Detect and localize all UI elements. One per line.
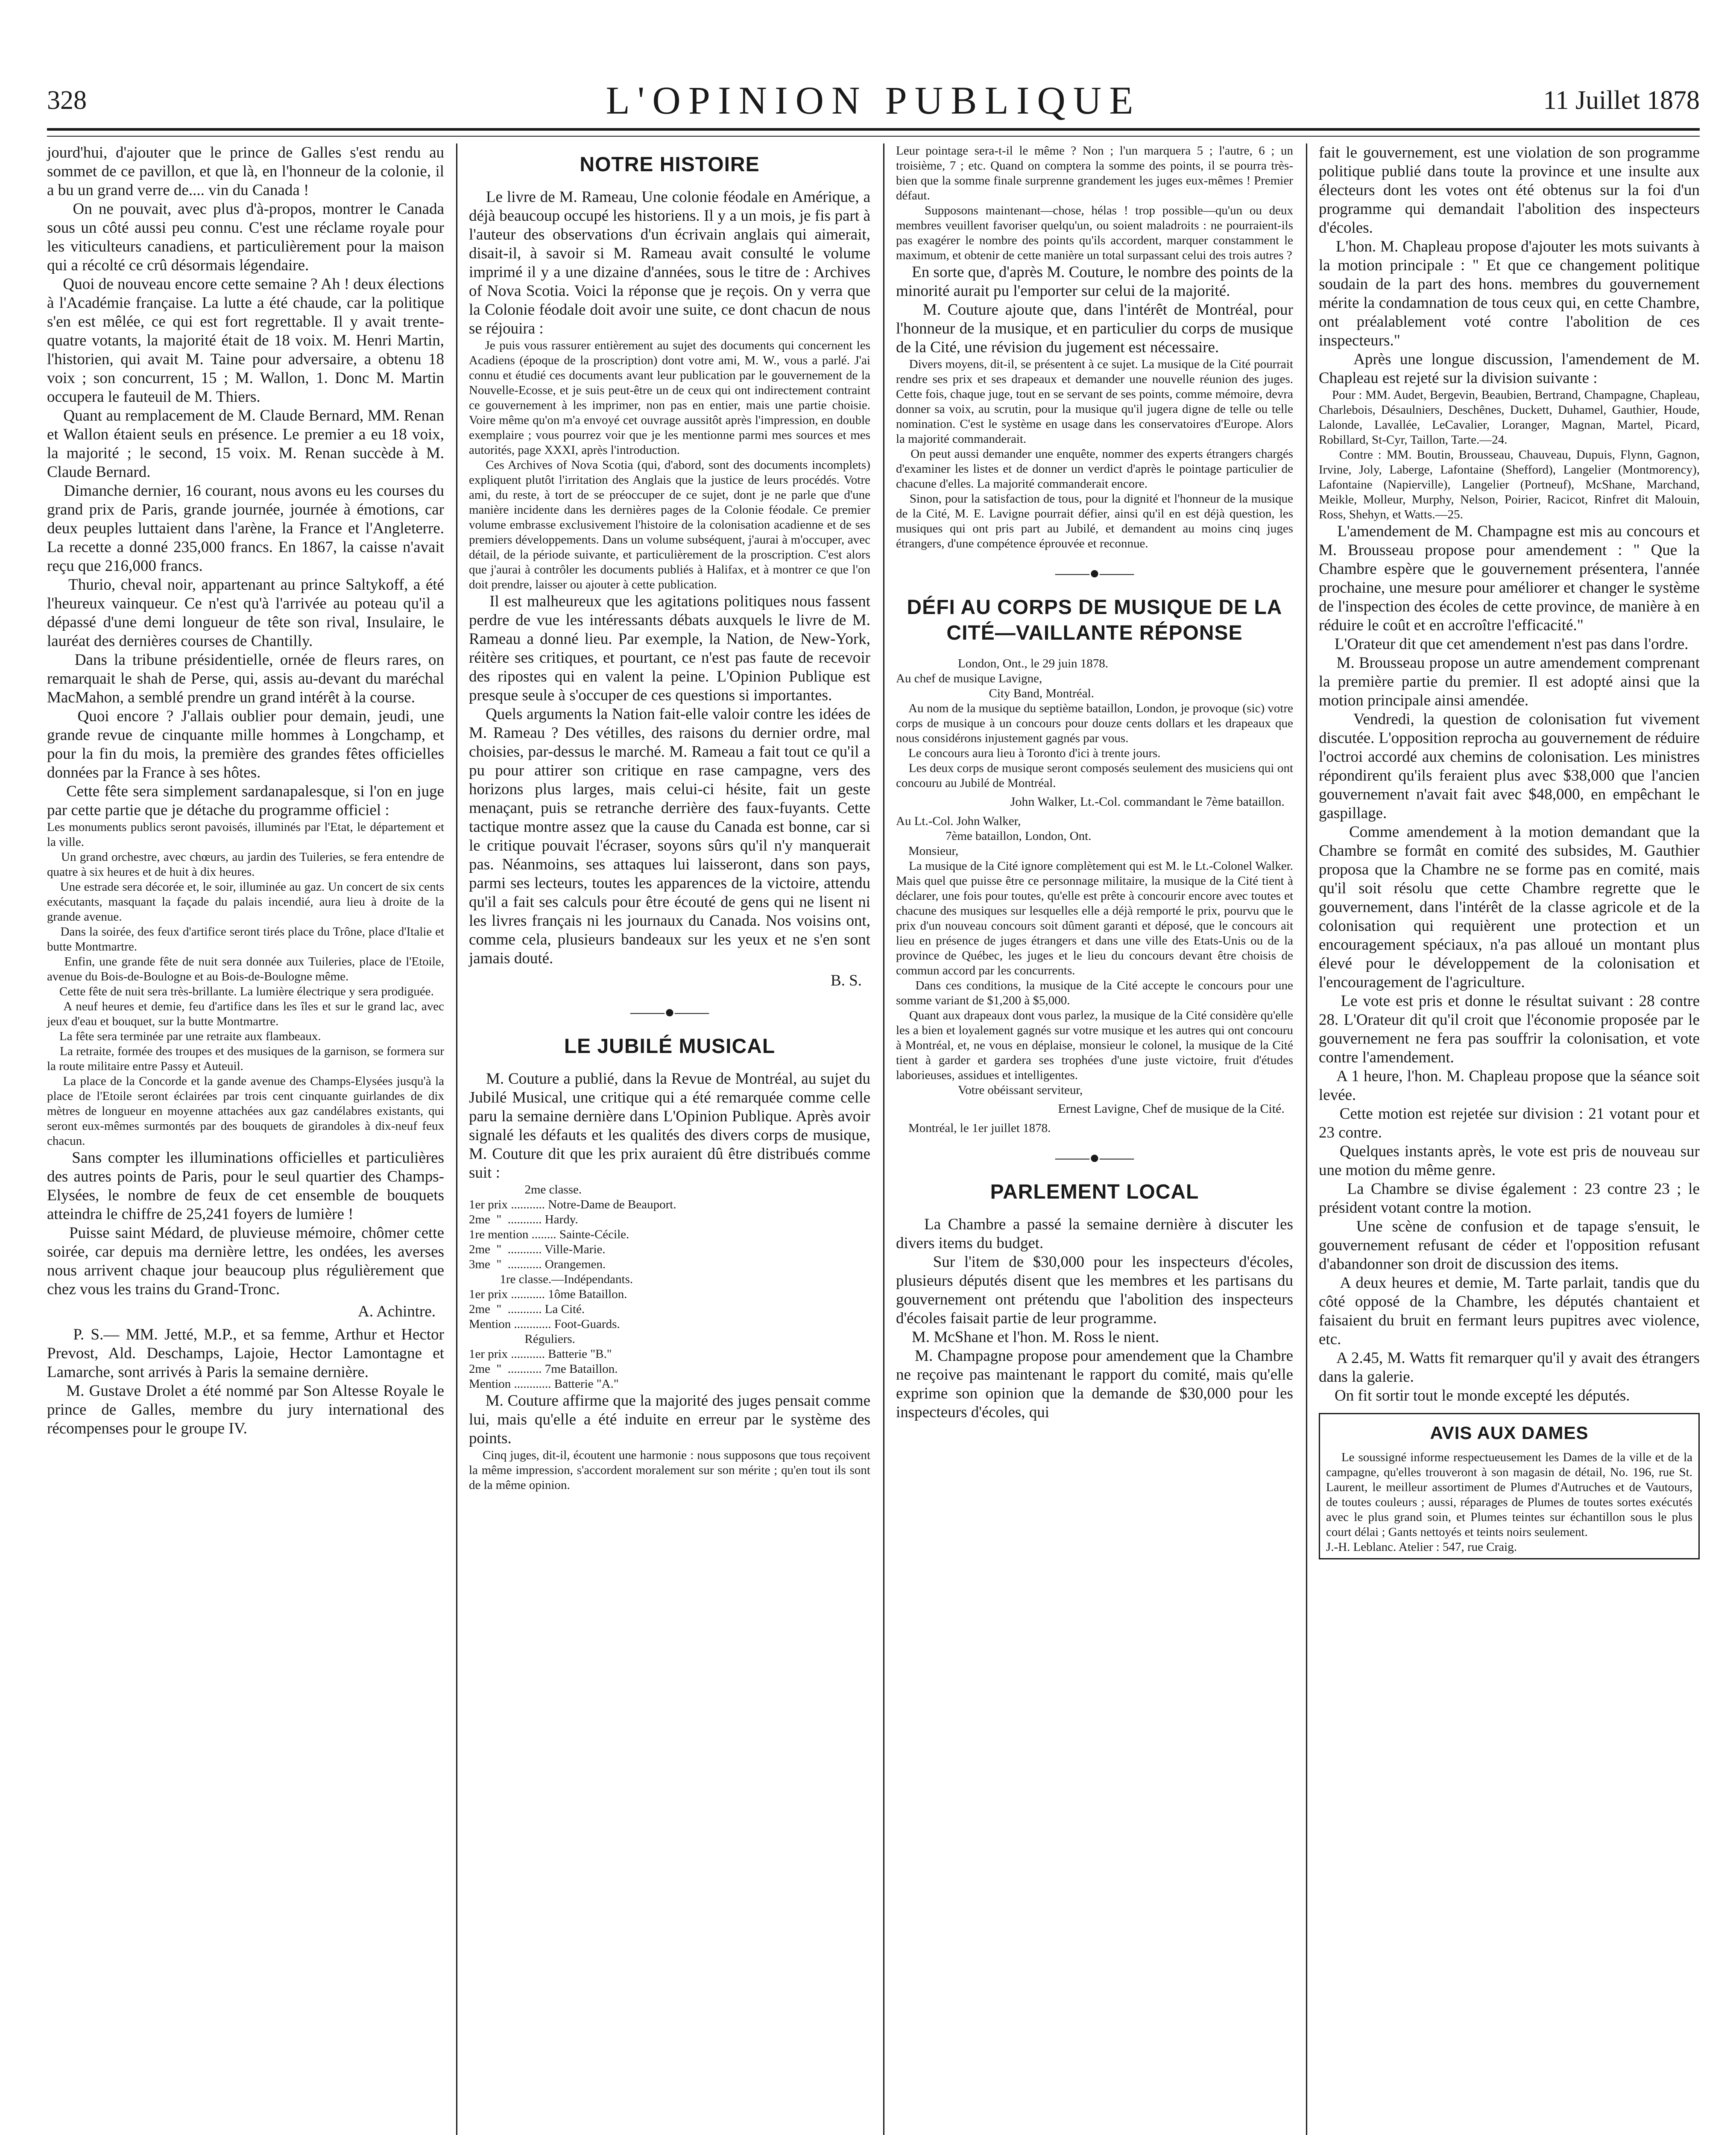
heading-parlement-local: PARLEMENT LOCAL [990,1181,1199,1203]
column-4 [1319,143,1700,2135]
defi-letter: London, Ont., le 29 juin 1878. Au chef de musique Lavigne, City Band, Montréal. Au nom de la musique du septième bataillon, London, je provoque (sic) votre corps de musique à un concours pour douze cents dollars et les drapeaux que nous considérons injustement gagnés par vous. Le concours aura lieu à Toronto d'ici à trente jours. Les deux corps de musique seront composés seulement des musiciens qui ont concouru au Jubilé de Montréal. [896,657,1294,790]
heading-jubile-musical: LE JUBILÉ MUSICAL [564,1035,776,1058]
notre-histoire-body: Il est malheureux que les agitations politiques nous fassent perdre de vue les intéressants débats auxquels le livre de M. Rameau a donné lieu. Par exemple, la Nation, de New-York, réitère ses critiques, et pourtant, ce n'est pas faute de recevoir des ripostes qui en valent la peine. L'Opinion Publique est presque seule à s'occuper de ces questions si importantes. Quels arguments la Nation fait-elle valoir contre les idées de M. Rameau ? Des vétilles, des raisons du dernier ordre, mal choisies, par-dessus le marché. M. Rameau a fait tout ce qu'il a pu pour attirer son critique en rase campagne, vers des horizons plus larges, mais celui-ci hésite, fait un geste menaçant, puis se retranche derrière des faux-fuyants. Cette tactique montre assez que la cause du Canada est bonne, car si le critique pouvait l'écraser, soyons sûrs qu'il n'y manquerait pas. Néanmoins, ses attaques lui laisseront, dans son pays, parmi ses lecteurs, toutes les apparences de la victoire, attendu qu'il a fait ses calculs pour être écouté de gens qui ne lisent ni les livres français ni les journaux du Canada. Nos voisins ont, comme cela, plusieurs bandeaux sur les yeux et ne s'en sont jamais douté. [469,593,871,967]
jubile-body: M. Couture affirme que la majorité des juges pensait comme lui, mais qu'elle a été induite en erreur par le système des points. [469,1392,875,1447]
notre-histoire-intro: Le livre de M. Rameau, Une colonie féodale en Amérique, a déjà beaucoup occupé les historiens. Il y a un mois, je fis part à l'auteur des observations d'un écrivain anglais qui aimerait, disait-il, à savoir si M. Rameau avait consulté le volume imprimé il y a une dizaine d'années, sous le titre de : Archives of Nova Scotia. Voici la réponse que je reçois. On y verra que la Colonie féodale doit avoir une suite, ce dont chacun de nous se réjouira : [469,188,875,337]
rameau-letter: Je puis vous rassurer entièrement au sujet des documents qui concernent les Acadiens (époque de la proscription) dont votre ami, M. W., vous a parlé. J'ai connu et étudié ces documents avant leur publication par le gouvernement de la Nouvelle-Ecosse, et je suis peut-être un de ceux qui ont indirectement contraint ce gouvernement à les imprimer, non pas en entier, mais une partie choisie. Voire même qu'on m'a envoyé cet ouvrage aussitôt après l'impression, en double exemplaire ; vous pourrez voir que je les mentionne parmi mes sources et mes autorités, page XXXI, après l'introduction. Ces Archives of Nova Scotia (qui, d'abord, sont des documents incomplets) expliquent plutôt l'irritation des Anglais que la justice de leurs procédés. Votre ami, du reste, à tort de se préoccuper de ce sujet, dont je ne parle que d'une manière incidente dans les dernières pages de la Colonie féodale. Ce premier volume embrasse exclusivement l'histoire de la colonisation acadienne et de ses premiers développements. Dans un volume subséquent, j'aurai à m'occuper, avec détail, de la période suivante, et particulièrement de la proscription. C'est alors que j'aurai à contrôler les documents publiés à Halifax, et à montrer ce que l'on doit prendre, laisser ou ajouter à cette publication. [469,339,871,591]
signature-achintre: A. Achintre. [358,1303,436,1320]
jubile-intro: M. Couture a publié, dans la Revue de Montréal, au sujet du Jubilé Musical, une critique qui a été remarquée comme celle paru la semaine dernière dans L'Opinion Publique. Après avoir signalé les défauts et les qualités des divers corps de musique, M. Couture dit que les prix auraient dû être distribués comme suit : [469,1070,875,1182]
advertisement [1319,1413,1700,1559]
jubile-quote-cont: Leur pointage sera-t-il le même ? Non ; l'un marquera 5 ; l'autre, 6 ; un troisième, 7 ; etc. Quand on comptera la somme des points, il se pourra très-bien que la somme finale surprenne grandement les juges eux-mêmes ! Premier défaut. Supposons maintenant—chose, hélas ! trop possible—qu'un ou deux membres veuillent favoriser quelqu'un, ou soient maladroits : ne pourraient-ils pas exagérer le nombre des points qu'ils accordent, marquer constamment le maximum, et obtenir de cette manière un total surpassant celui des trois autres ? [896,144,1294,262]
column-rule-1 [456,143,457,2135]
column-rule-3 [1306,143,1307,2135]
division-vote: Pour : MM. Audet, Bergevin, Beaubien, Bertrand, Champagne, Chapleau, Charlebois, Désaulniers, Deschênes, Duckett, Duhamel, Gauthier, Houde, Lalonde, Lavallée, LeCavalier, Loranger, Magnan, Martel, Picard, Robillard, St-Cyr, Taillon, Tarte.—24. Contre : MM. Boutin, Brousseau, Chauveau, Dupuis, Flynn, Gagnon, Irvine, Joly, Laberge, Lafontaine (Shefford), Langelier (Montmorency), Lafontaine (Napierville), Langelier (Portneuf), McShane, Marchand, Meikle, Molleur, Murphy, Nelson, Poirier, Racicot, Rinfret dit Malouin, Ross, Shehyn, et Watts.—25. [1319,388,1700,521]
ad-title: AVIS AUX DAMES [1430,1423,1589,1443]
masthead: L'OPINION PUBLIQUE [606,79,1141,122]
prize-table: 2me classe. 1er prix ........... Notre-Dame de Beauport. 2me " ........... Hardy. 1re mention ........ Sainte-Cécile. 2me " ........... Ville-Marie. 3me " ........... Orangemen. 1re classe.—Indépendants. 1er prix ........... 1ôme Bataillon. 2me " ........... La Cité. Mention ............ Foot-Guards. Réguliers. 1er prix ........... Batterie "B." 2me " ........... 7me Bataillon. Mention ............ Batterie "A." [469,1183,676,1391]
response-date: Montréal, le 1er juillet 1878. [896,1121,1051,1135]
column-rule-2 [883,143,884,2135]
fete-programme: Les monuments publics seront pavoisés, illuminés par l'Etat, le département et la ville. Un grand orchestre, avec chœurs, au jardin des Tuileries, se fera entendre de quatre à six heures et de huit à dix heures. Une estrade sera décorée et, le soir, illuminée au gaz. Un concert de six cents exécutants, masquant la façade du palais incendié, aura lieu à droite de la grande avenue. Dans la soirée, des feux d'artifice seront tirés place du Trône, place d'Italie et butte Montmartre. Enfin, une grande fête de nuit sera donnée aux Tuileries, place de l'Etoile, avenue du Bois-de-Boulogne et au Bois-de-Boulogne même. Cette fête de nuit sera très-brillante. La lumière électrique y sera prodiguée. A neuf heures et demie, feu d'artifice dans les îles et sur le grand lac, avec jeux d'eau et bouquet, sur la butte Montmartre. La fête sera terminée par une retraite aux flambeaux. La retraite, formée des troupes et des musiques de la garnison, se formera sur la route militaire entre Passy et Auteuil. La place de la Concorde et la gande avenue des Champs-Elysées jusqu'à la place de l'Etoile seront éclairées par trois cent cinquante guirlandes de dix mètres de longueur en moyenne attachées aux gaz candélabres existants, qui seront eux-mêmes surmontés par des bouquets de girandoles à dix-neuf feux chacun. [47,820,445,1148]
column-1-text: jourd'hui, d'ajouter que le prince de Galles s'est rendu au sommet de ce pavillon, et que là, en l'honneur de la colonie, il a bu un grand verre de.... vin du Canada ! On ne pouvait, avec plus d'à-propos, montrer le Canada sous un côté aussi peu connu. C'est une réclame royale pour les viticulteurs canadiens, et particulièrement pour la maison qui a récolté ce crû désormais légendaire. Quoi de nouveau encore cette semaine ? Ah ! deux élections à l'Académie française. La lutte a été chaude, car la politique s'en est mêlée, ce qui est fort regrettable. Il y avait trente-quatre votants, la majorité était de 18 voix. M. Henri Martin, l'historien, qui avait M. Taine pour adversaire, a obtenu 18 voix ; son concurrent, 15 ; M. Wallon, 1. Donc M. Martin occupera le fauteuil de M. Thiers. Quant au remplacement de M. Claude Bernard, MM. Renan et Wallon étaient seuls en présence. Le premier a eu 18 voix, la majorité ; le second, 15 voix. M. Renan succède à M. Claude Bernard. Dimanche dernier, 16 courant, nous avons eu les courses du grand prix de Paris, grande journée, journée à émotions, car deux peuples luttaient dans l'arène, la France et l'Angleterre. La recette a donné 235,000 francs. En 1867, la caisse n'avait reçu que 216,000 francs. Thurio, cheval noir, appartenant au prince Saltykoff, a été l'heureux vainqueur. Ce n'est qu'à l'arrivée au poteau qu'il a dépassé d'une demi longueur de tête son rival, Insulaire, le lauréat des dernières courses de Chantilly. Dans la tribune présidentielle, ornée de fleurs rares, on remarquait le shah de Perse, qui, assis au-devant du maréchal MacMahon, a semblé prendre un grand intérêt à la course. Quoi encore ? J'allais oublier pour demain, jeudi, une grande revue de cinquante mille hommes à Longchamp, et pour la fin du mois, la première des grandes fêtes officielles données par la France à ses hôtes. Cette fête sera simplement sardanapalesque, si l'on en juge par cette partie que je détache du programme officiel : [47,144,445,819]
jubile-quote: Cinq juges, dit-il, écoutent une harmonie : nous supposons que tous reçoivent la même impression, s'accordent moralement sur son mérite ; qu'en tout ils sont de la même opinion. [469,1448,874,1492]
ad-body: Le soussigné informe respectueusement les Dames de la ville et de la campagne, qu'elles trouveront à son magasin de détail, No. 196, rue St. Laurent, le meilleur assortiment de Plumes d'Autruches et de Vautours, de toutes couleurs ; aussi, réparages de Plumes de toutes sortes exécutés avec le plus grand soin, et Plumes teintes sur échantillon sous le plus court délai ; Gants nettoyés et teints noirs seulement. [1326,1451,1696,1539]
ornament-divider: ——●—— [1055,563,1134,582]
heading-notre-histoire: NOTRE HISTOIRE [580,153,760,176]
jubile-conclusion: En sorte que, d'après M. Couture, le nombre des points de la minorité aurait pu l'emporter sur celui de la majorité. M. Couture ajoute que, dans l'intérêt de Montréal, pour l'honneur de la musique, et en particulier du corps de musique de la Cité, une révision du jugement est nécessaire. [896,263,1293,356]
ornament-divider: ——●—— [1055,1148,1134,1167]
parlement-body-end: L'amendement de M. Champagne est mis au concours et M. Brousseau propose pour amendement : " Que la Chambre espère que le gouvernement présentera, l'année prochaine, une mesure pour améliorer et changer le système de l'inspection des écoles de cette province, de manière à en réduire le coût et en accroître l'efficacité." L'Orateur dit que cet amendement n'est pas dans l'ordre. M. Brousseau propose un autre amendement comprenant la première partie du premier. Il est adopté ainsi que la motion principale ainsi amendée. Vendredi, la question de colonisation fut vivement discutée. L'opposition reprocha au gouvernement de réduire l'octroi accordé aux chemins de colonisation. Les ministres répondirent qu'ils feraient plus avec $38,000 que l'ancien gouvernement n'avait fait avec $48,000, en empêchant le gaspillage. Comme amendement à la motion demandant que la Chambre se formât en comité des subsides, M. Gauthier proposa que la Chambre ne se forme pas en comité, mais qu'il soit résolu que cette Chambre regrette que le gouvernement, dans l'intérêt de la classe agricole et de la colonisation qui requièrent une protection et un encouragement spéciaux, n'a pas alloué un montant plus élevé pour le développement de la colonisation et l'encouragement de l'agriculture. Le vote est pris et donne le résultat suivant : 28 contre 28. L'Orateur dit qu'il croit que l'économie proposée par le gouvernement ne fera pas souffrir la colonisation, et vote contre l'amendement. A 1 heure, l'hon. M. Chapleau propose que la séance soit levée. Cette motion est rejetée sur division : 21 votant pour et 23 contre. Quelques instants après, le vote est pris de nouveau sur une motion du même genre. La Chambre se divise également : 23 contre 23 ; le président votant contre la motion. Une scène de confusion et de tapage s'ensuit, le gouvernement refusant de céder et l'opposition refusant d'abandonner son droit de discussion des items. A deux heures et demie, M. Tarte parlait, tandis que du côté opposé de la Chambre, les députés chantaient et faisaient du bruit en fermant leurs pupitres avec violence, etc. A 2.45, M. Watts fit remarquer qu'il y avait des étrangers dans la galerie. On fit sortir tout le monde excepté les députés. [1319,523,1700,1404]
column-3 [896,143,1293,2135]
heading-defi: DÉFI AU CORPS DE MUSIQUE DE LA CITÉ—VAILLANTE RÉPONSE [907,596,1282,644]
parlement-body-cont: fait le gouvernement, est une violation de son programme politique publié dans toute la province et une insulte aux électeurs dont les votes ont été obtenus sur la foi d'un programme qui demandait l'abolition des inspecteurs d'écoles. L'hon. M. Chapleau propose d'ajouter les mots suivants à la motion principale : " Et que ce changement politique soudain de la part des hons. membres du gouvernement mérite la condamnation de tous ceux qui, en cette Chambre, ont préalablement voté contre l'abolition de ces inspecteurs." Après une longue discussion, l'amendement de M. Chapleau est rejeté sur la division suivante : [1319,144,1700,387]
column-1-text-2: Sans compter les illuminations officielles et particulières des autres points de Paris, pour le seul quartier des Champs-Elysées, le nombre de feux de cet ensemble de bouquets atteindra le chiffre de 25,241 foyers de lumière ! Puisse saint Médard, de pluvieuse mémoire, chômer cette soirée, car depuis ma dernière lettre, les ondées, les averses nous arrivent chaque jour beaucoup plus régulièrement que chez vous les trains du Grand-Tronc. [47,1149,445,1298]
parlement-body: La Chambre a passé la semaine dernière à discuter les divers items du budget. Sur l'item de $30,000 pour les inspecteurs d'écoles, plusieurs députés disent que les membres et les partisans du gouvernement ont prétendu que l'abolition des inspecteurs d'écoles faisait partie de leur programme. M. McShane et l'hon. M. Ross le nient. M. Champagne propose pour amendement que la Chambre ne reçoive pas maintenant le rapport du comité, mais qu'elle exprime son opinion que la demande de $30,000 pour les inspecteurs d'écoles, qui [896,1216,1294,1421]
column-2 [469,143,875,2135]
postscript: P. S.— MM. Jetté, M.P., et sa femme, Arthur et Hector Prevost, Ald. Deschamps, Lajoie, Hector Lamontagne et Lamarche, sont arrivés à Paris la semaine dernière. M. Gustave Drolet a été nommé par Son Altesse Royale le prince de Galles, membre du jury international des récompenses pour le groupe IV. [47,1326,445,1437]
signature-bs: B. S. [830,972,862,989]
ornament-divider: ——●—— [630,1002,709,1021]
signature-lavigne: Ernest Lavigne, Chef de musique de la Cité. [1058,1102,1285,1116]
header-rule-thin [47,136,1700,137]
ad-signature: J.-H. Leblanc. Atelier : 547, rue Craig. [1326,1540,1517,1554]
column-1 [47,143,444,2135]
signature-walker: John Walker, Lt.-Col. commandant le 7ème bataillon. [1010,795,1285,809]
issue-date: 11 Juillet 1878 [1543,86,1700,115]
page-header [47,75,1700,126]
defi-response: Au Lt.-Col. John Walker, 7ème bataillon, London, Ont. Monsieur, La musique de la Cité ignore complètement qui est M. le Lt.-Colonel Walker. Mais quel que puisse être ce personnage militaire, la musique de la Cité tient à déclarer, une fois pour toutes, qu'elle est prête à concourir encore avec toutes et chacune des musiques sur lesquelles elle a déjà remporté le prix, pourvu que le prix d'un nouveau concours soit dûment garanti et déposé, que le concours ait lieu en présence de juges étrangers et dans une ville des Etats-Unis ou de la province de Québec, les juges et le lieu du concours devant être choisis de commun accord par les concurrents. Dans ces conditions, la musique de la Cité accepte le concours pour une somme variant de $1,200 à $5,000. Quant aux drapeaux dont vous parlez, la musique de la Cité considère qu'elle les a bien et loyalement gagnés sur votre musique et les autres qui ont concouru à Montréal, et, ne vous en déplaise, monsieur le colonel, la musique de la Cité tient à garder et gardera ses trophées d'une juste victoire, fruit d'études laborieuses, assidues et intelligentes. Votre obéissant serviteur, [896,814,1294,1097]
header-rule [47,128,1700,131]
page-number: 328 [47,86,87,115]
jubile-remedies: Divers moyens, dit-il, se présentent à ce sujet. La musique de la Cité pourrait rendre ses prix et ses drapeaux et demander une nouvelle réunion des juges. Cette fois, chaque juge, tout en se servant de ses points, comme mémoire, devra donner sa voix, au scrutin, pour la musique qu'il jugera digne de telle ou telle nomination. C'est le système en usage dans les conservatoires d'Europe. Alors la majorité commanderait. On peut aussi demander une enquête, nommer des experts étrangers chargés d'examiner les listes et de donner un verdict d'après le pointage particulier de chacune d'elles. La majorité commanderait encore. Sinon, pour la satisfaction de tous, pour la dignité et l'honneur de la musique de la Cité, M. E. Lavigne pourrait défier, ainsi qu'il en est déjà question, les musiques qui ont pris part au Jubilé, et demandent au moins cinq juges étrangers, d'une compétence éprouvée et reconnue. [896,357,1294,550]
